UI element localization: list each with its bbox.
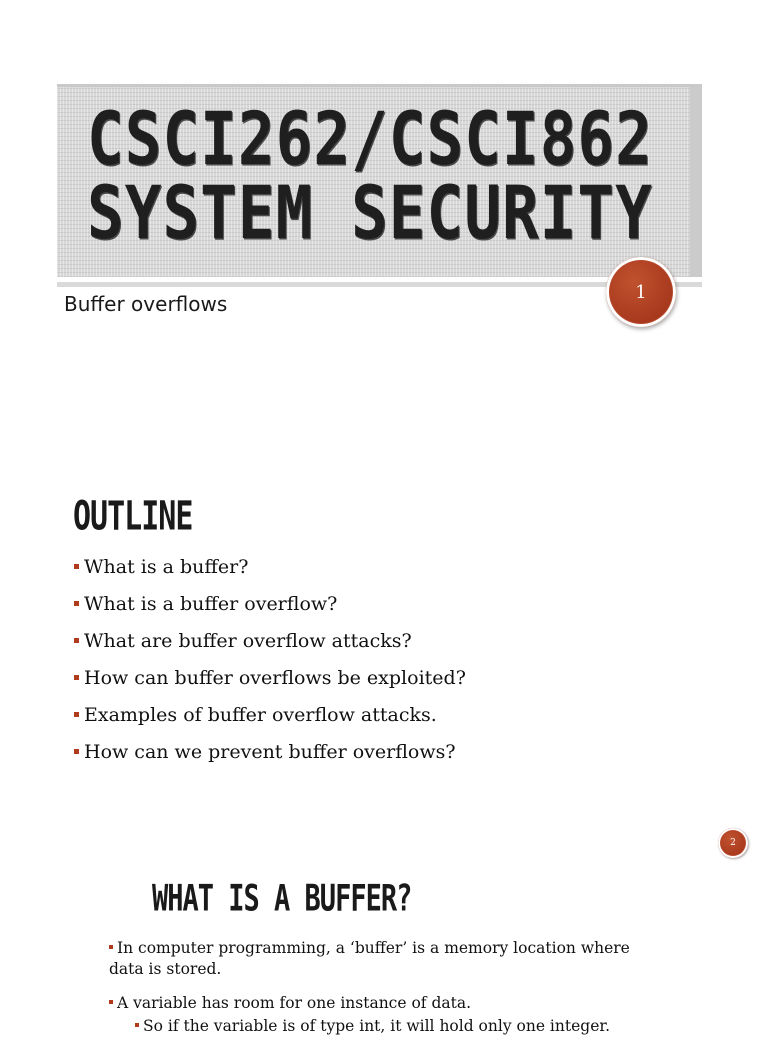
banner-rule [57, 282, 702, 287]
bullet-icon [74, 564, 79, 569]
list-item [74, 552, 466, 589]
list-item [74, 589, 466, 626]
slide-number-badge-2 [718, 828, 748, 858]
list-item-text: What are buffer overflow attacks? [84, 630, 412, 652]
list-item-text: How can buffer overflows be exploited? [84, 667, 466, 689]
list-item-text: What is a buffer overflow? [84, 593, 338, 615]
slide-number-text: 2 [730, 838, 736, 848]
slide-number-text: 1 [635, 281, 647, 303]
paragraph-variable [109, 993, 669, 1014]
paragraph-int-example [135, 1016, 695, 1037]
bullet-icon [109, 945, 113, 949]
banner-edge [690, 87, 702, 277]
slide-number-badge [606, 257, 676, 327]
bullet-icon [109, 1000, 113, 1004]
list-item-text: How can we prevent buffer overflows? [84, 741, 456, 763]
course-title: CSCI262/CSCI862 [87, 97, 653, 183]
paragraph-definition [109, 938, 669, 980]
paragraph-text: In computer programming, a ‘buffer’ is a memory location where data is stored. [109, 939, 630, 978]
list-item-text: Examples of buffer overflow attacks. [84, 704, 437, 726]
bullet-icon [74, 638, 79, 643]
title-banner [57, 84, 702, 277]
course-subtitle-title: SYSTEM SECURITY [87, 171, 653, 257]
outline-list [74, 552, 466, 774]
list-item [74, 700, 466, 737]
paragraph-text: A variable has room for one instance of data. [117, 994, 472, 1012]
bullet-icon [74, 601, 79, 606]
bullet-icon [74, 749, 79, 754]
outline-heading: OUTLINE [73, 493, 193, 541]
bullet-icon [74, 712, 79, 717]
list-item [74, 626, 466, 663]
slide-subtitle: Buffer overflows [64, 292, 228, 316]
paragraph-text: So if the variable is of type int, it will hold only one integer. [143, 1017, 610, 1035]
list-item [74, 663, 466, 700]
bullet-icon [74, 675, 79, 680]
buffer-heading: WHAT IS A BUFFER? [152, 878, 412, 920]
title-slide [0, 0, 768, 440]
list-item-text: What is a buffer? [84, 556, 249, 578]
list-item [74, 737, 466, 774]
